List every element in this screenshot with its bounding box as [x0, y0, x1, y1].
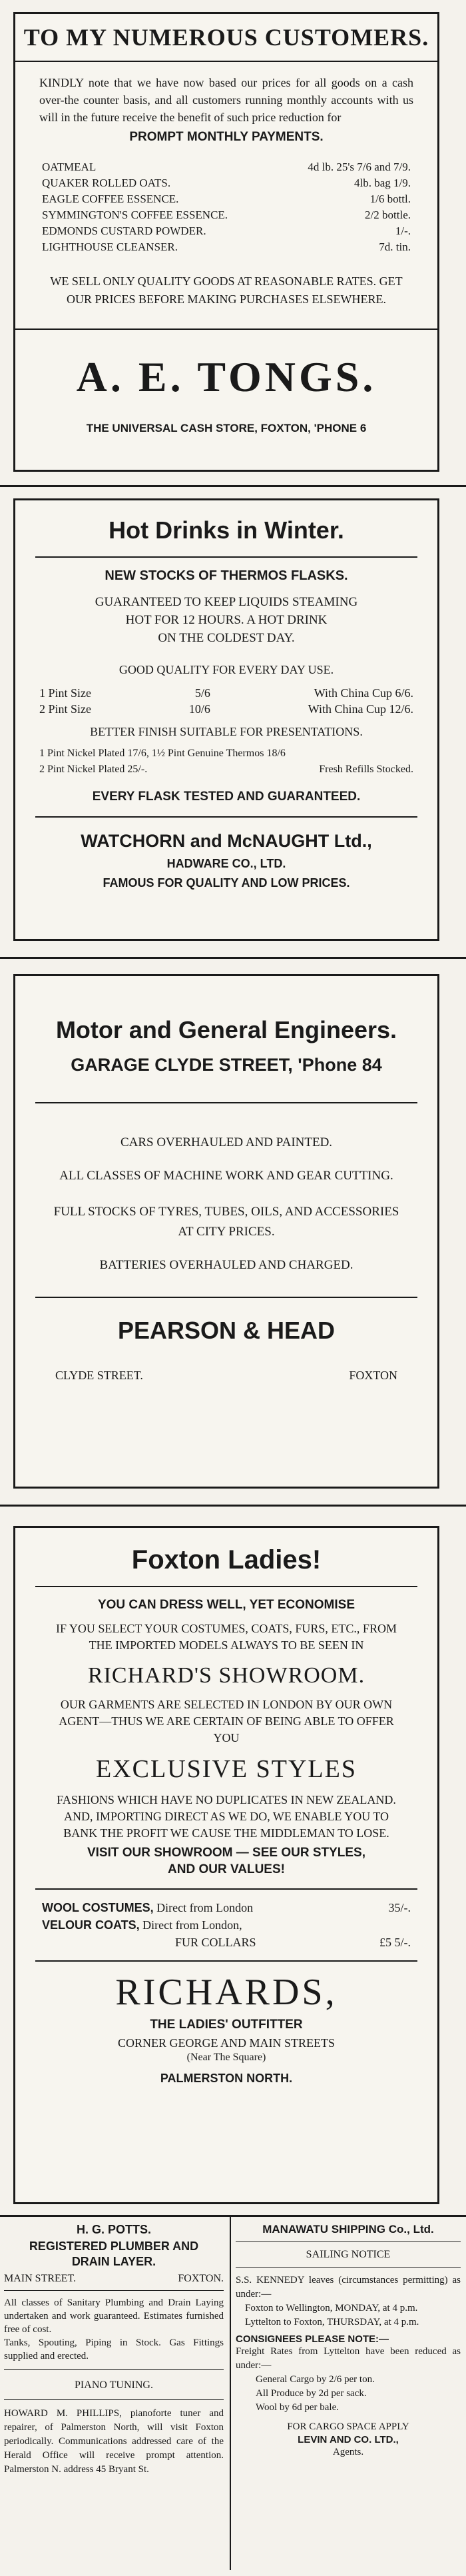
pearson-line-3: FULL STOCKS OF TYRES, TUBES, OILS, AND ACCESSORIES AT CITY PRICES. — [53, 1205, 399, 1239]
pearson-line-1: CARS OVERHAULED AND PAINTED. — [120, 1135, 333, 1149]
tongs-prompt: PROMPT MONTHLY PAYMENTS. — [129, 130, 324, 144]
list-item: EAGLE COFFEE ESSENCE. 1/6 bottl. — [42, 193, 411, 205]
column-divider — [230, 2217, 231, 2570]
potts-name: H. G. POTTS. — [76, 2223, 151, 2236]
shipping-agent: LEVIN AND CO. LTD., — [298, 2434, 399, 2445]
piano-body: HOWARD M. PHILLIPS, pianoforte tuner and repairer, of Palmerston North, will visit Foxton periodically. Communications addressed care of the Herald Office will receive prompt attention. Palmerston N. address 45 Bryant St. — [4, 2408, 224, 2475]
richards-visit: VISIT OUR SHOWROOM — SEE OUR STYLES, AND OUR VALUES! — [87, 1846, 366, 1876]
tongs-advertisement — [13, 12, 439, 472]
table-row: 2 Pint Nickel Plated 25/-. Fresh Refills Stocked. — [39, 764, 413, 775]
potts-trade-1: REGISTERED PLUMBER AND — [29, 2240, 199, 2253]
list-item: EDMONDS CUSTARD POWDER. 1/-. — [42, 225, 411, 237]
list-item: LIGHTHOUSE CLEANSER. 7d. tin. — [42, 241, 411, 253]
list-item: SYMMINGTON'S COFFEE ESSENCE. 2/2 bottle. — [42, 209, 411, 221]
potts-trade-2: DRAIN LAYER. — [71, 2255, 156, 2268]
pearson-line-4: BATTERIES OVERHAULED AND CHARGED. — [99, 1258, 353, 1272]
watchorn-line-1: GUARANTEED TO KEEP LIQUIDS STEAMING — [95, 595, 358, 609]
watchorn-better: BETTER FINISH SUITABLE FOR PRESENTATIONS. — [90, 725, 363, 738]
richards-outfitter: THE LADIES' OUTFITTER — [150, 2018, 303, 2032]
table-row: 1 Pint Size 5/6 With China Cup 6/6. — [39, 686, 413, 700]
tongs-intro: KINDLY note that we have now based our prices for all goods on a cash over-the counter basis, and all customers running monthly accounts with us will in the future receive the benefit of such price reduction for — [39, 76, 413, 124]
watchorn-line-3: ON THE COLDEST DAY. — [158, 631, 295, 645]
pearson-town: FOXTON — [349, 1369, 397, 1382]
watchorn-nickel-1: 1 Pint Nickel Plated 17/6, 1½ Pint Genuine Thermos 18/6 — [39, 748, 286, 759]
richards-para-2: OUR GARMENTS ARE SELECTED IN LONDON BY OUR OWN AGENT—THUS WE ARE CERTAIN OF BEING ABLE TO OFFER YOU — [59, 1698, 394, 1744]
richards-subtitle: YOU CAN DRESS WELL, YET ECONOMISE — [97, 1598, 355, 1612]
shipping-notice: SAILING NOTICE — [306, 2249, 391, 2260]
richards-advertisement — [13, 1526, 439, 2204]
table-row: 2 Pint Size 10/6 With China Cup 12/6. — [39, 702, 413, 716]
pearson-title: Motor and General Engineers. — [55, 1016, 397, 1043]
richards-title: Foxton Ladies! — [131, 1545, 322, 1575]
richards-corner: CORNER GEORGE AND MAIN STREETS — [117, 2036, 335, 2050]
shipping-name: MANAWATU SHIPPING Co., Ltd. — [262, 2223, 434, 2236]
watchorn-line-2: HOT FOR 12 HOURS. A HOT DRINK — [125, 613, 328, 627]
tongs-footer-text: WE SELL ONLY QUALITY GOODS AT REASONABLE RATES. GET OUR PRICES BEFORE MAKING PURCHASES ELSEWHERE. — [50, 275, 403, 306]
pearson-garage: GARAGE CLYDE STREET, 'Phone 84 — [71, 1055, 382, 1075]
pearson-head-advertisement — [13, 974, 439, 1489]
tongs-title: TO MY NUMEROUS CUSTOMERS. — [23, 24, 429, 51]
watchorn-title: Hot Drinks in Winter. — [109, 516, 344, 544]
tongs-price-list — [42, 159, 411, 255]
richards-near: (Near The Square) — [186, 2052, 266, 2063]
shipping-sailing-2: Lyttelton to Foxton, THURSDAY, at 4 p.m. — [245, 2317, 419, 2327]
section-divider — [0, 2215, 466, 2217]
shipping-cargo: FOR CARGO SPACE APPLY — [287, 2421, 409, 2432]
richards-name: RICHARDS, — [115, 1972, 338, 2013]
column-divider — [0, 957, 466, 959]
watchorn-quality: GOOD QUALITY FOR EVERY DAY USE. — [118, 663, 334, 676]
shipping-consignees: CONSIGNEES PLEASE NOTE:— — [236, 2333, 389, 2345]
potts-town: FOXTON. — [178, 2273, 224, 2284]
richards-showroom: RICHARD'S SHOWROOM. — [87, 1663, 365, 1688]
shipping-rate-2: All Produce by 2d per sack. — [256, 2388, 367, 2399]
column-divider — [0, 1505, 466, 1507]
column-divider — [0, 485, 466, 487]
list-item: OATMEAL 4d lb. 25's 7/6 and 7/9. — [42, 161, 411, 173]
pearson-name: PEARSON & HEAD — [117, 1317, 336, 1344]
list-item: VELOUR COATS, Direct from London, — [42, 1918, 242, 1932]
tongs-address: THE UNIVERSAL CASH STORE, FOXTON, 'PHONE 6 — [86, 422, 367, 434]
watchorn-famous: FAMOUS FOR QUALITY AND LOW PRICES. — [103, 876, 350, 890]
watchorn-advertisement — [13, 498, 439, 941]
richards-exclusive: EXCLUSIVE STYLES — [96, 1755, 357, 1783]
shipping-freight: Freight Rates from Lyttelton have been reduced as under:— — [236, 2346, 461, 2371]
list-item: FUR COLLARS £5 5/-. — [175, 1936, 411, 1949]
potts-body: All classes of Sanitary Plumbing and Drain Laying undertaken and work guaranteed. Estimates furnished free of cost. — [4, 2297, 224, 2335]
watchorn-name: WATCHORN and McNAUGHT Ltd., — [81, 831, 372, 851]
watchorn-tested: EVERY FLASK TESTED AND GUARANTEED. — [92, 790, 361, 804]
potts-extra: Tanks, Spouting, Piping in Stock. Gas Fittings supplied and erected. — [4, 2337, 224, 2361]
shipping-agents: Agents. — [332, 2447, 364, 2457]
pearson-line-2: ALL CLASSES OF MACHINE WORK AND GEAR CUTTING. — [59, 1169, 393, 1183]
list-item: WOOL COSTUMES, Direct from London 35/-. — [42, 1901, 411, 1914]
richards-price-list — [42, 1899, 411, 1951]
potts-street: MAIN STREET. — [4, 2273, 77, 2284]
shipping-rate-3: Wool by 6d per bale. — [256, 2402, 340, 2413]
pearson-street: CLYDE STREET. — [55, 1369, 143, 1382]
richards-para-1: IF YOU SELECT YOUR COSTUMES, COATS, FURS, ETC., FROM THE IMPORTED MODELS ALWAYS TO BE SEEN IN — [56, 1622, 397, 1652]
watchorn-hardware: HADWARE CO., LTD. — [166, 857, 286, 870]
shipping-rate-1: General Cargo by 2/6 per ton. — [256, 2374, 375, 2385]
watchorn-subtitle: NEW STOCKS OF THERMOS FLASKS. — [105, 568, 348, 583]
piano-heading: PIANO TUNING. — [75, 2379, 153, 2391]
tongs-name: A. E. TONGS. — [76, 353, 377, 400]
list-item: QUAKER ROLLED OATS. 4lb. bag 1/9. — [42, 177, 411, 189]
richards-city: PALMERSTON NORTH. — [160, 2072, 293, 2085]
shipping-column — [236, 2223, 461, 2458]
shipping-intro: S.S. KENNEDY leaves (circumstances permitting) as under:— — [236, 2275, 461, 2299]
richards-para-3: FASHIONS WHICH HAVE NO DUPLICATES IN NEW ZEALAND. AND, IMPORTING DIRECT AS WE DO, WE ENABLE YOU TO BANK THE PROFIT WE CAUSE THE MIDDLEMAN TO LOSE. — [57, 1793, 396, 1840]
shipping-sailing-1: Foxton to Wellington, MONDAY, at 4 p.m. — [245, 2303, 418, 2313]
potts-column — [4, 2223, 224, 2477]
